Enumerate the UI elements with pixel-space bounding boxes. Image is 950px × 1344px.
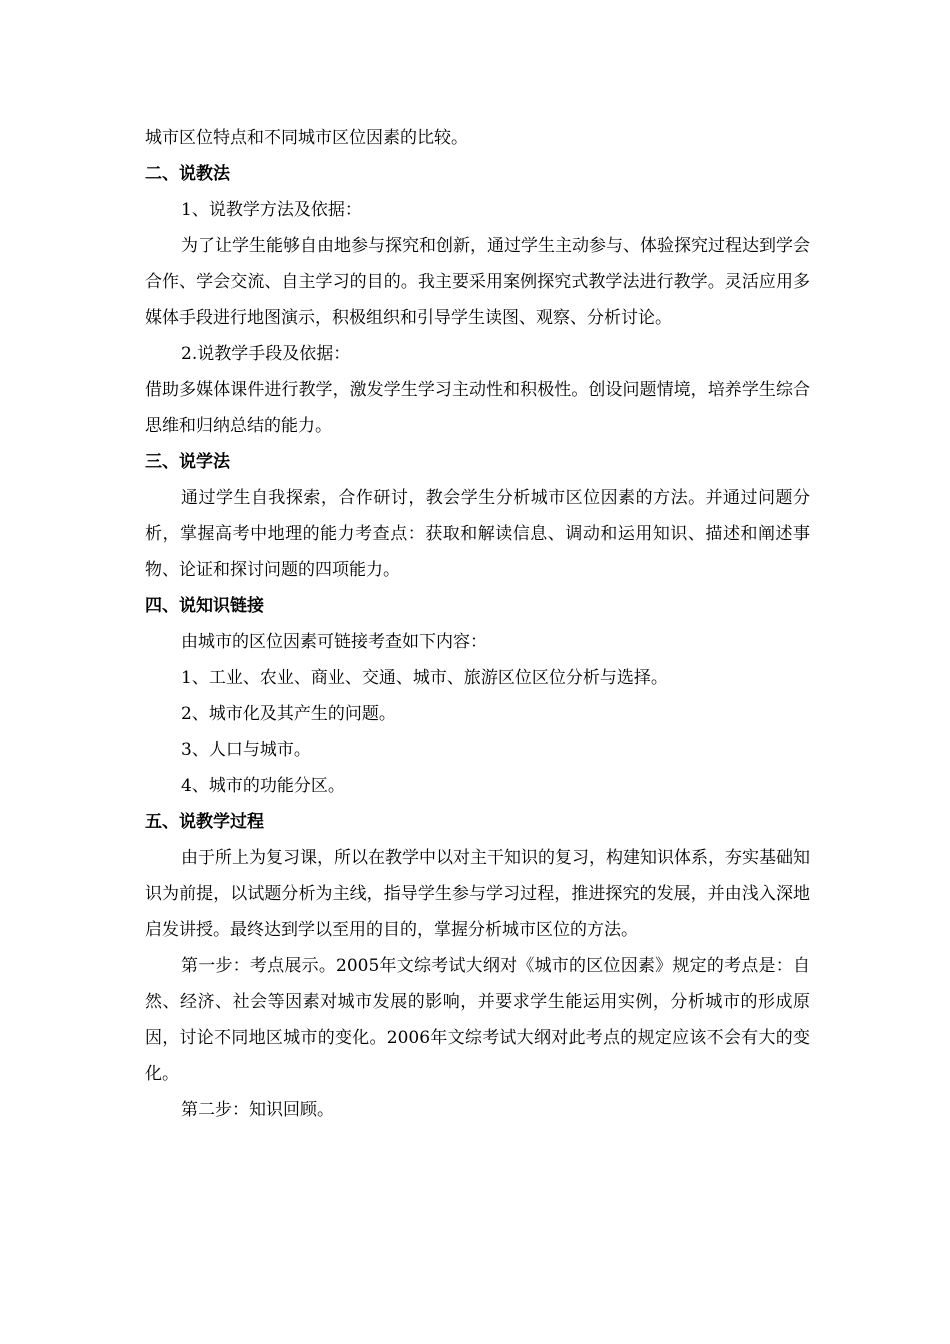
list-item-knowledge-link-1: 1、工业、农业、商业、交通、城市、旅游区位区位分析与选择。: [181, 668, 668, 688]
section-heading-knowledge-links: 四、说知识链接: [145, 596, 264, 616]
paragraph-learning-method: 通过学生自我探索，合作研讨，教会学生分析城市区位因素的方法。并通过问题分析，掌握高考中地理的能力考查点：获取和解读信息、调动和运用知识、描述和阐述事物、论证和探讨问题的四项能力。: [145, 488, 810, 580]
list-item-knowledge-link-4: 4、城市的功能分区。: [181, 776, 345, 796]
list-item-knowledge-link-2: 2、城市化及其产生的问题。: [181, 704, 396, 724]
subheading-teaching-means-basis: 2.说教学手段及依据：: [181, 344, 351, 364]
paragraph-teaching-method: 为了让学生能够自由地参与探究和创新，通过学生主动参与、体验探究过程达到学会合作、学会交流、自主学习的目的。我主要采用案例探究式教学法进行教学。灵活应用多媒体手段进行地图演示，积极组织和引导学生读图、观察、分析讨论。: [145, 236, 810, 328]
paragraph-teaching-process: 由于所上为复习课，所以在教学中以对主干知识的复习，构建知识体系，夯实基础知识为前提，以试题分析为主线，指导学生参与学习过程，推进探究的发展，并由浅入深地启发讲授。最终达到学以至用的目的，掌握分析城市区位的方法。: [145, 848, 810, 940]
paragraph-step-two: 第二步：知识回顾。: [181, 1100, 334, 1120]
paragraph-continuation: 城市区位特点和不同城市区位因素的比较。: [145, 128, 468, 148]
document-body: [145, 120, 810, 1128]
section-heading-learning-method: 三、说学法: [145, 452, 230, 472]
paragraph-knowledge-links-intro: 由城市的区位因素可链接考查如下内容：: [181, 632, 487, 652]
section-heading-teaching-method: 二、说教法: [145, 164, 230, 184]
subheading-teaching-method-basis: 1、说教学方法及依据：: [181, 200, 362, 220]
paragraph-teaching-means: 借助多媒体课件进行教学，激发学生学习主动性和积极性。创设问题情境，培养学生综合思维和归纳总结的能力。: [145, 380, 810, 436]
section-heading-teaching-process: 五、说教学过程: [145, 812, 264, 832]
paragraph-step-one: 第一步：考点展示。2005年文综考试大纲对《城市的区位因素》规定的考点是：自然、经济、社会等因素对城市发展的影响，并要求学生能运用实例，分析城市的形成原因，讨论不同地区城市的变化。2006年文综考试大纲对此考点的规定应该不会有大的变化。: [145, 956, 810, 1084]
list-item-knowledge-link-3: 3、人口与城市。: [181, 740, 311, 760]
